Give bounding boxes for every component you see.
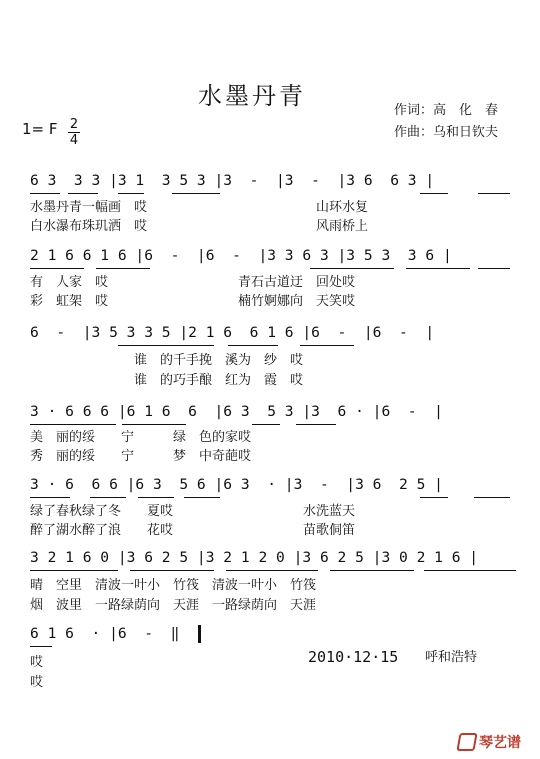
beam-line (30, 646, 52, 647)
notation-row-6: 3 2 1 6 0 |3 6 2 5 |3 2 1 2 0 |3 6 2 5 |3 0 2 1 6 | (30, 549, 479, 566)
watermark-logo (458, 731, 534, 753)
lyrics-row-6-verse-1: 晴 空里 清波一叶小 竹筏 清波一叶小 竹筏 (30, 578, 317, 593)
lyrics-row-7-verse-2: 哎 (30, 675, 44, 690)
lyrics-row-5-verse-2: 醉了湖水醉了浪 花哎 苗歌侗笛 (30, 523, 356, 538)
beam-line (478, 193, 510, 194)
notation-row-3: 6 - |3 5 3 3 5 |2 1 6 6 1 6 |6 - |6 - | (30, 324, 435, 341)
lyrics-row-4-verse-2: 秀 丽的绥 宁 梦 中奇葩哎 (30, 449, 252, 464)
beam-line (420, 193, 448, 194)
beam-line (30, 497, 70, 498)
beam-line (30, 570, 118, 571)
lyrics-row-3-verse-2: 谁 的巧手酿 红为 霞 哎 (30, 373, 304, 388)
beam-line (226, 570, 318, 571)
lyrics-row-1-verse-2: 白水瀑布珠玑洒 哎 风雨桥上 (30, 219, 369, 234)
lyrics-row-3-verse-1: 谁 的千手挽 溪为 纱 哎 (30, 353, 304, 368)
time-signature-top: 2 (69, 117, 79, 132)
lyrics-row-7-verse-1: 哎 (30, 655, 44, 670)
notation-row-7: 6 1 6 · |6 - ‖ (30, 625, 180, 642)
lyricist-credit: 作词：高 化 春 (394, 103, 499, 118)
lyrics-row-4-verse-1: 美 丽的绥 宁 绿 色的家哎 (30, 430, 252, 445)
beam-line (118, 345, 214, 346)
lyrics-row-2-verse-1: 有 人家 哎 青石古道迂 回处哎 (30, 275, 356, 290)
composition-place: 呼和浩特 (425, 650, 478, 665)
beam-line (420, 497, 448, 498)
beam-line (122, 424, 186, 425)
beam-line (300, 345, 354, 346)
key-signature: 1= F (22, 120, 58, 138)
notation-row-2: 2 1 6 6 1 6 |6 - |6 - |3 3 6 3 |3 5 3 3 6 | (30, 247, 452, 264)
beam-line (172, 193, 220, 194)
beam-line (228, 345, 278, 346)
beam-line (310, 268, 394, 269)
composer-credit: 作曲：乌和日钦夫 (394, 125, 499, 140)
notation-row-5: 3 · 6 6 6 |6 3 5 6 |6 3 · |3 - |3 6 2 5 | (30, 476, 443, 493)
beam-line (478, 268, 510, 269)
beam-line (130, 570, 214, 571)
beam-line (296, 424, 336, 425)
lyrics-row-1-verse-1: 水墨丹青一幅画 哎 山环水复 (30, 200, 369, 215)
beam-line (138, 497, 174, 498)
beam-line (68, 193, 98, 194)
logo-icon (456, 733, 477, 751)
notation-row-1: 6 3 3 3 |3 1 3 5 3 |3 - |3 - |3 6 6 3 | (30, 172, 435, 189)
beam-line (30, 424, 116, 425)
time-signature (68, 118, 80, 147)
watermark-text: 琴艺谱 (479, 735, 521, 751)
beam-line (90, 497, 126, 498)
composition-date: 2010·12·15 (308, 648, 399, 666)
lyrics-row-2-verse-2: 彩 虹架 哎 楠竹婀娜向 天笑哎 (30, 294, 356, 309)
beam-line (96, 268, 150, 269)
beam-line (252, 424, 280, 425)
beam-line (330, 570, 414, 571)
beam-line (424, 570, 516, 571)
beam-line (30, 268, 84, 269)
beam-line (406, 268, 470, 269)
final-barline (198, 625, 201, 643)
lyrics-row-5-verse-1: 绿了春秋绿了冬 夏哎 水洗蓝天 (30, 504, 356, 519)
beam-line (474, 497, 510, 498)
time-signature-bottom: 4 (69, 133, 79, 148)
notation-row-4: 3 · 6 6 6 |6 1 6 6 |6 3 5 3 |3 6 · |6 - | (30, 403, 443, 420)
song-title: 水墨丹青 (198, 82, 306, 110)
beam-line (118, 193, 144, 194)
lyrics-row-6-verse-2: 烟 波里 一路绿荫向 天涯 一路绿荫向 天涯 (30, 598, 317, 613)
beam-line (184, 497, 220, 498)
beam-line (30, 193, 60, 194)
